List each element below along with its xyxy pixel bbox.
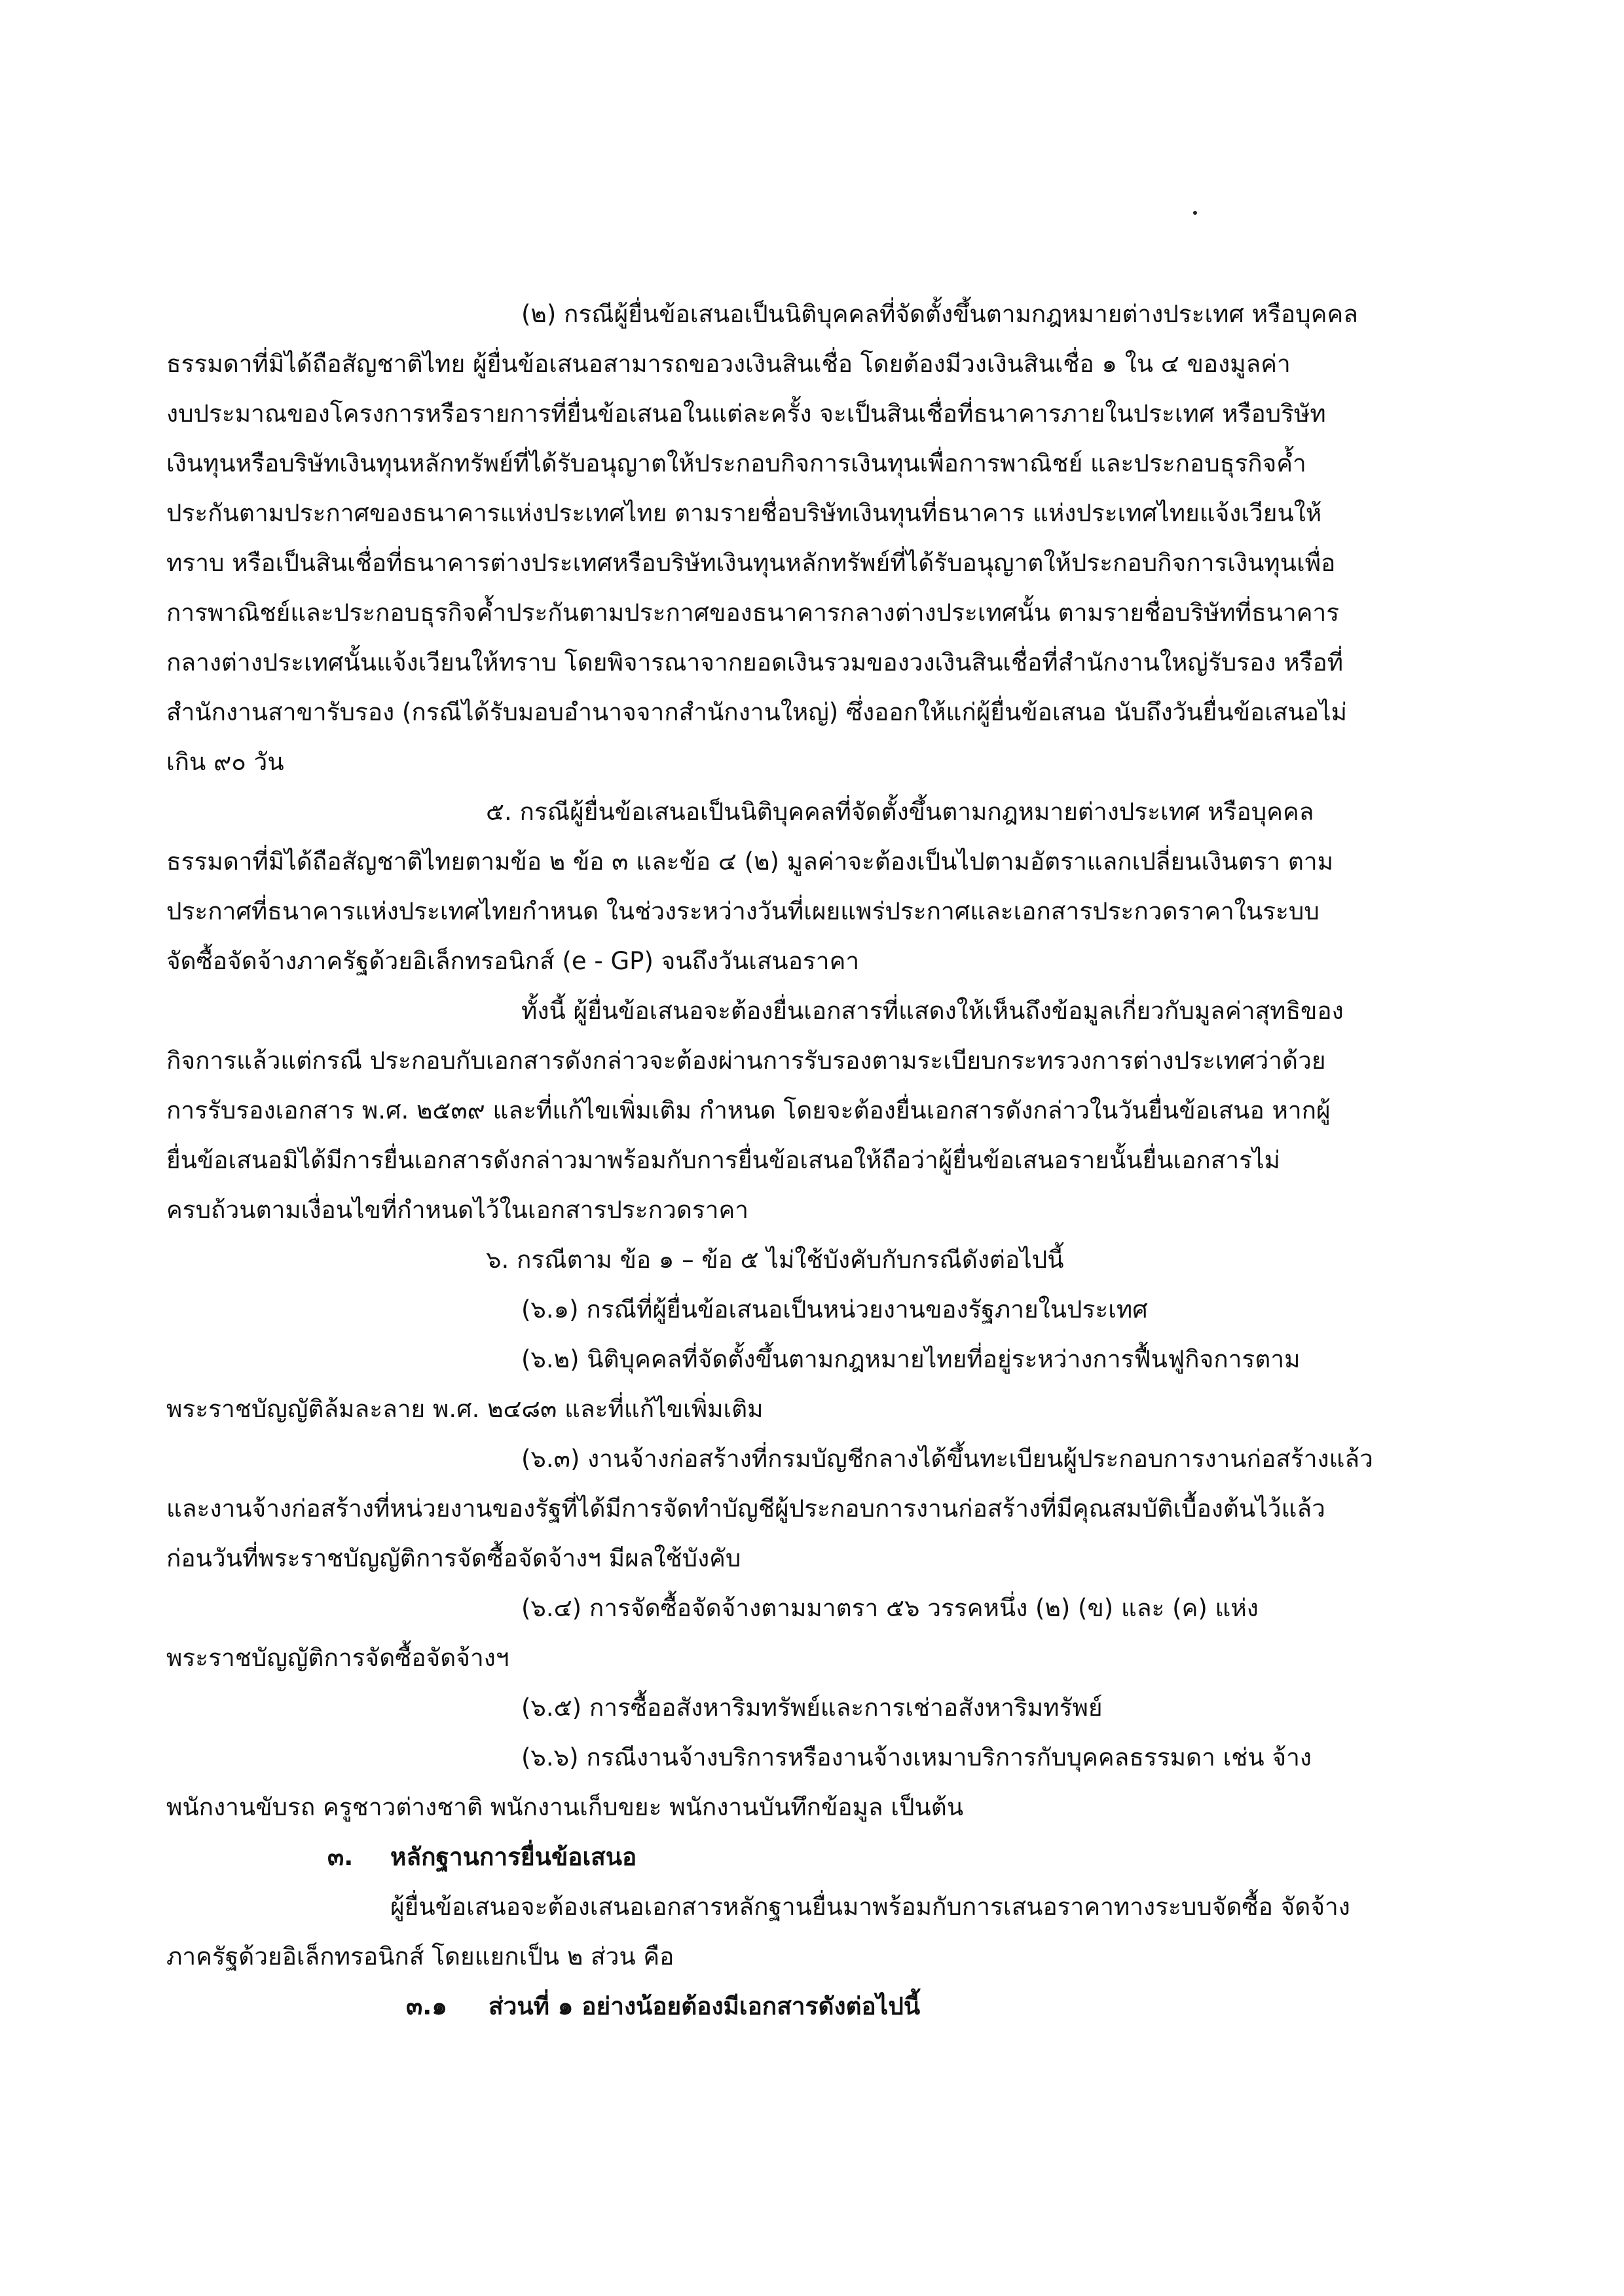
item-6-1: (๖.๑) กรณีที่ผู้ยื่นข้อเสนอเป็นหน่วยงานของรัฐภายในประเทศ: [521, 1295, 1148, 1324]
scan-speck: [1193, 211, 1197, 215]
tangni-line-5: ครบถ้วนตามเงื่อนไขที่กำหนดไว้ในเอกสารประกวดราคา: [166, 1196, 749, 1224]
para-2-line-5: ประกันตามประกาศของธนาคารแห่งประเทศไทย ตามรายชื่อบริษัทเงินทุนที่ธนาคาร แห่งประเทศไทยแจ้งเวียนให้: [166, 499, 1322, 527]
item-6-3-line-3: ก่อนวันที่พระราชบัญญัติการจัดซื้อจัดจ้างฯ มีผลใช้บังคับ: [166, 1544, 741, 1572]
item-6-6-line-2: พนักงานขับรถ ครูชาวต่างชาติ พนักงานเก็บขยะ พนักงานบันทึกข้อมูล เป็นต้น: [166, 1793, 964, 1821]
item-5-line-2: ธรรมดาที่มิได้ถือสัญชาติไทยตามข้อ ๒ ข้อ ๓ และข้อ ๔ (๒) มูลค่าจะต้องเป็นไปตามอัตราแลกเปลี่ยนเงินตรา ตาม: [166, 847, 1334, 876]
tangni-line-2: กิจการแล้วแต่กรณี ประกอบกับเอกสารดังกล่าวจะต้องผ่านการรับรองตามระเบียบกระทรวงการต่างประเทศว่าด้วย: [166, 1046, 1326, 1075]
item-6-2-line-2: พระราชบัญญัติล้มละลาย พ.ศ. ๒๔๘๓ และที่แก้ไขเพิ่มเติม: [166, 1395, 764, 1423]
tangni-line-1: ทั้งนี้ ผู้ยื่นข้อเสนอจะต้องยื่นเอกสารที่แสดงให้เห็นถึงข้อมูลเกี่ยวกับมูลค่าสุทธิของ: [521, 997, 1344, 1025]
item-6-3-line-2: และงานจ้างก่อสร้างที่หน่วยงานของรัฐที่ได้มีการจัดทำบัญชีผู้ประกอบการงานก่อสร้างที่มีคุณสมบัติเบื้องต้นไว้แล้ว: [166, 1494, 1325, 1523]
item-6-5: (๖.๕) การซื้ออสังหาริมทรัพย์และการเช่าอสังหาริมทรัพย์: [521, 1694, 1103, 1722]
para-2-line-1: (๒) กรณีผู้ยื่นข้อเสนอเป็นนิติบุคคลที่จัดตั้งขึ้นตามกฎหมายต่างประเทศ หรือบุคคล: [521, 300, 1358, 328]
section-3-title: หลักฐานการยื่นข้อเสนอ: [390, 1843, 637, 1871]
tangni-line-3: การรับรองเอกสาร พ.ศ. ๒๕๓๙ และที่แก้ไขเพิ่มเติม กำหนด โดยจะต้องยื่นเอกสารดังกล่าวในวันยื่นข้อเสนอ หากผู้: [166, 1096, 1331, 1124]
para-2-line-7: การพาณิชย์และประกอบธุรกิจค้ำประกันตามประกาศของธนาคารกลางต่างประเทศนั้น ตามรายชื่อบริษัทที่ธนาคาร: [166, 599, 1340, 627]
para-2-line-3: งบประมาณของโครงการหรือรายการที่ยื่นข้อเสนอในแต่ละครั้ง จะเป็นสินเชื่อที่ธนาคารภายในประเทศ หรือบริษัท: [166, 399, 1326, 428]
item-6-2-line-1: (๖.๒) นิติบุคคลที่จัดตั้งขึ้นตามกฎหมายไทยที่อยู่ระหว่างการฟื้นฟูกิจการตาม: [521, 1345, 1301, 1373]
item-6: ๖. กรณีตาม ข้อ ๑ – ข้อ ๕ ไม่ใช้บังคับกับกรณีดังต่อไปนี้: [486, 1246, 1064, 1274]
para-2-line-4: เงินทุนหรือบริษัทเงินทุนหลักทรัพย์ที่ได้รับอนุญาตให้ประกอบกิจการเงินทุนเพื่อการพาณิชย์ และประกอบธุรกิจค้ำ: [166, 449, 1306, 477]
item-6-6-line-1: (๖.๖) กรณีงานจ้างบริการหรืองานจ้างเหมาบริการกับบุคคลธรรมดา เช่น จ้าง: [521, 1743, 1312, 1771]
section-3-1-number: ๓.๑: [406, 1992, 447, 2020]
section-3-body-line-1: ผู้ยื่นข้อเสนอจะต้องเสนอเอกสารหลักฐานยื่นมาพร้อมกับการเสนอราคาทางระบบจัดซื้อ จัดจ้าง: [390, 1893, 1350, 1921]
item-6-4-line-2: พระราชบัญญัติการจัดซื้อจัดจ้างฯ: [166, 1644, 509, 1672]
section-3-number: ๓.: [327, 1843, 354, 1871]
para-2-line-8: กลางต่างประเทศนั้นแจ้งเวียนให้ทราบ โดยพิจารณาจากยอดเงินรวมของวงเงินสินเชื่อที่สำนักงานใหญ่รับรอง หรือที่: [166, 648, 1344, 676]
item-6-3-line-1: (๖.๓) งานจ้างก่อสร้างที่กรมบัญชีกลางได้ขึ้นทะเบียนผู้ประกอบการงานก่อสร้างแล้ว: [521, 1445, 1373, 1473]
tangni-line-4: ยื่นข้อเสนอมิได้มีการยื่นเอกสารดังกล่าวมาพร้อมกับการยื่นข้อเสนอให้ถือว่าผู้ยื่นข้อเสนอรายนั้นยื่นเอกสารไม่: [166, 1146, 1281, 1174]
item-6-4-line-1: (๖.๔) การจัดซื้อจัดจ้างตามมาตรา ๕๖ วรรคหนึ่ง (๒) (ข) และ (ค) แห่ง: [521, 1594, 1259, 1622]
section-3-1-title: ส่วนที่ ๑ อย่างน้อยต้องมีเอกสารดังต่อไปนี้: [489, 1992, 921, 2020]
item-5-line-3: ประกาศที่ธนาคารแห่งประเทศไทยกำหนด ในช่วงระหว่างวันที่เผยแพร่ประกาศและเอกสารประกวดราคาในระบบ: [166, 897, 1320, 925]
para-2-line-10: เกิน ๙๐ วัน: [166, 748, 284, 776]
para-2-line-6: ทราบ หรือเป็นสินเชื่อที่ธนาคารต่างประเทศหรือบริษัทเงินทุนหลักทรัพย์ที่ได้รับอนุญาตให้ประกอบกิจการเงินทุนเพื่อ: [166, 549, 1336, 577]
para-2-line-2: ธรรมดาที่มิได้ถือสัญชาติไทย ผู้ยื่นข้อเสนอสามารถขอวงเงินสินเชื่อ โดยต้องมีวงเงินสินเชื่อ ๑ ใน ๔ ของมูลค่า: [166, 350, 1291, 378]
item-5-line-4: จัดซื้อจัดจ้างภาครัฐด้วยอิเล็กทรอนิกส์ (e - GP) จนถึงวันเสนอราคา: [166, 947, 860, 975]
item-5-line-1: ๕. กรณีผู้ยื่นข้อเสนอเป็นนิติบุคคลที่จัดตั้งขึ้นตามกฎหมายต่างประเทศ หรือบุคคล: [486, 798, 1314, 826]
para-2-line-9: สำนักงานสาขารับรอง (กรณีได้รับมอบอำนาจจากสำนักงานใหญ่) ซึ่งออกให้แก่ผู้ยื่นข้อเสนอ นับถึงวันยื่นข้อเสนอไม่: [166, 698, 1347, 726]
section-3-body-line-2: ภาครัฐด้วยอิเล็กทรอนิกส์ โดยแยกเป็น ๒ ส่วน คือ: [166, 1942, 674, 1971]
